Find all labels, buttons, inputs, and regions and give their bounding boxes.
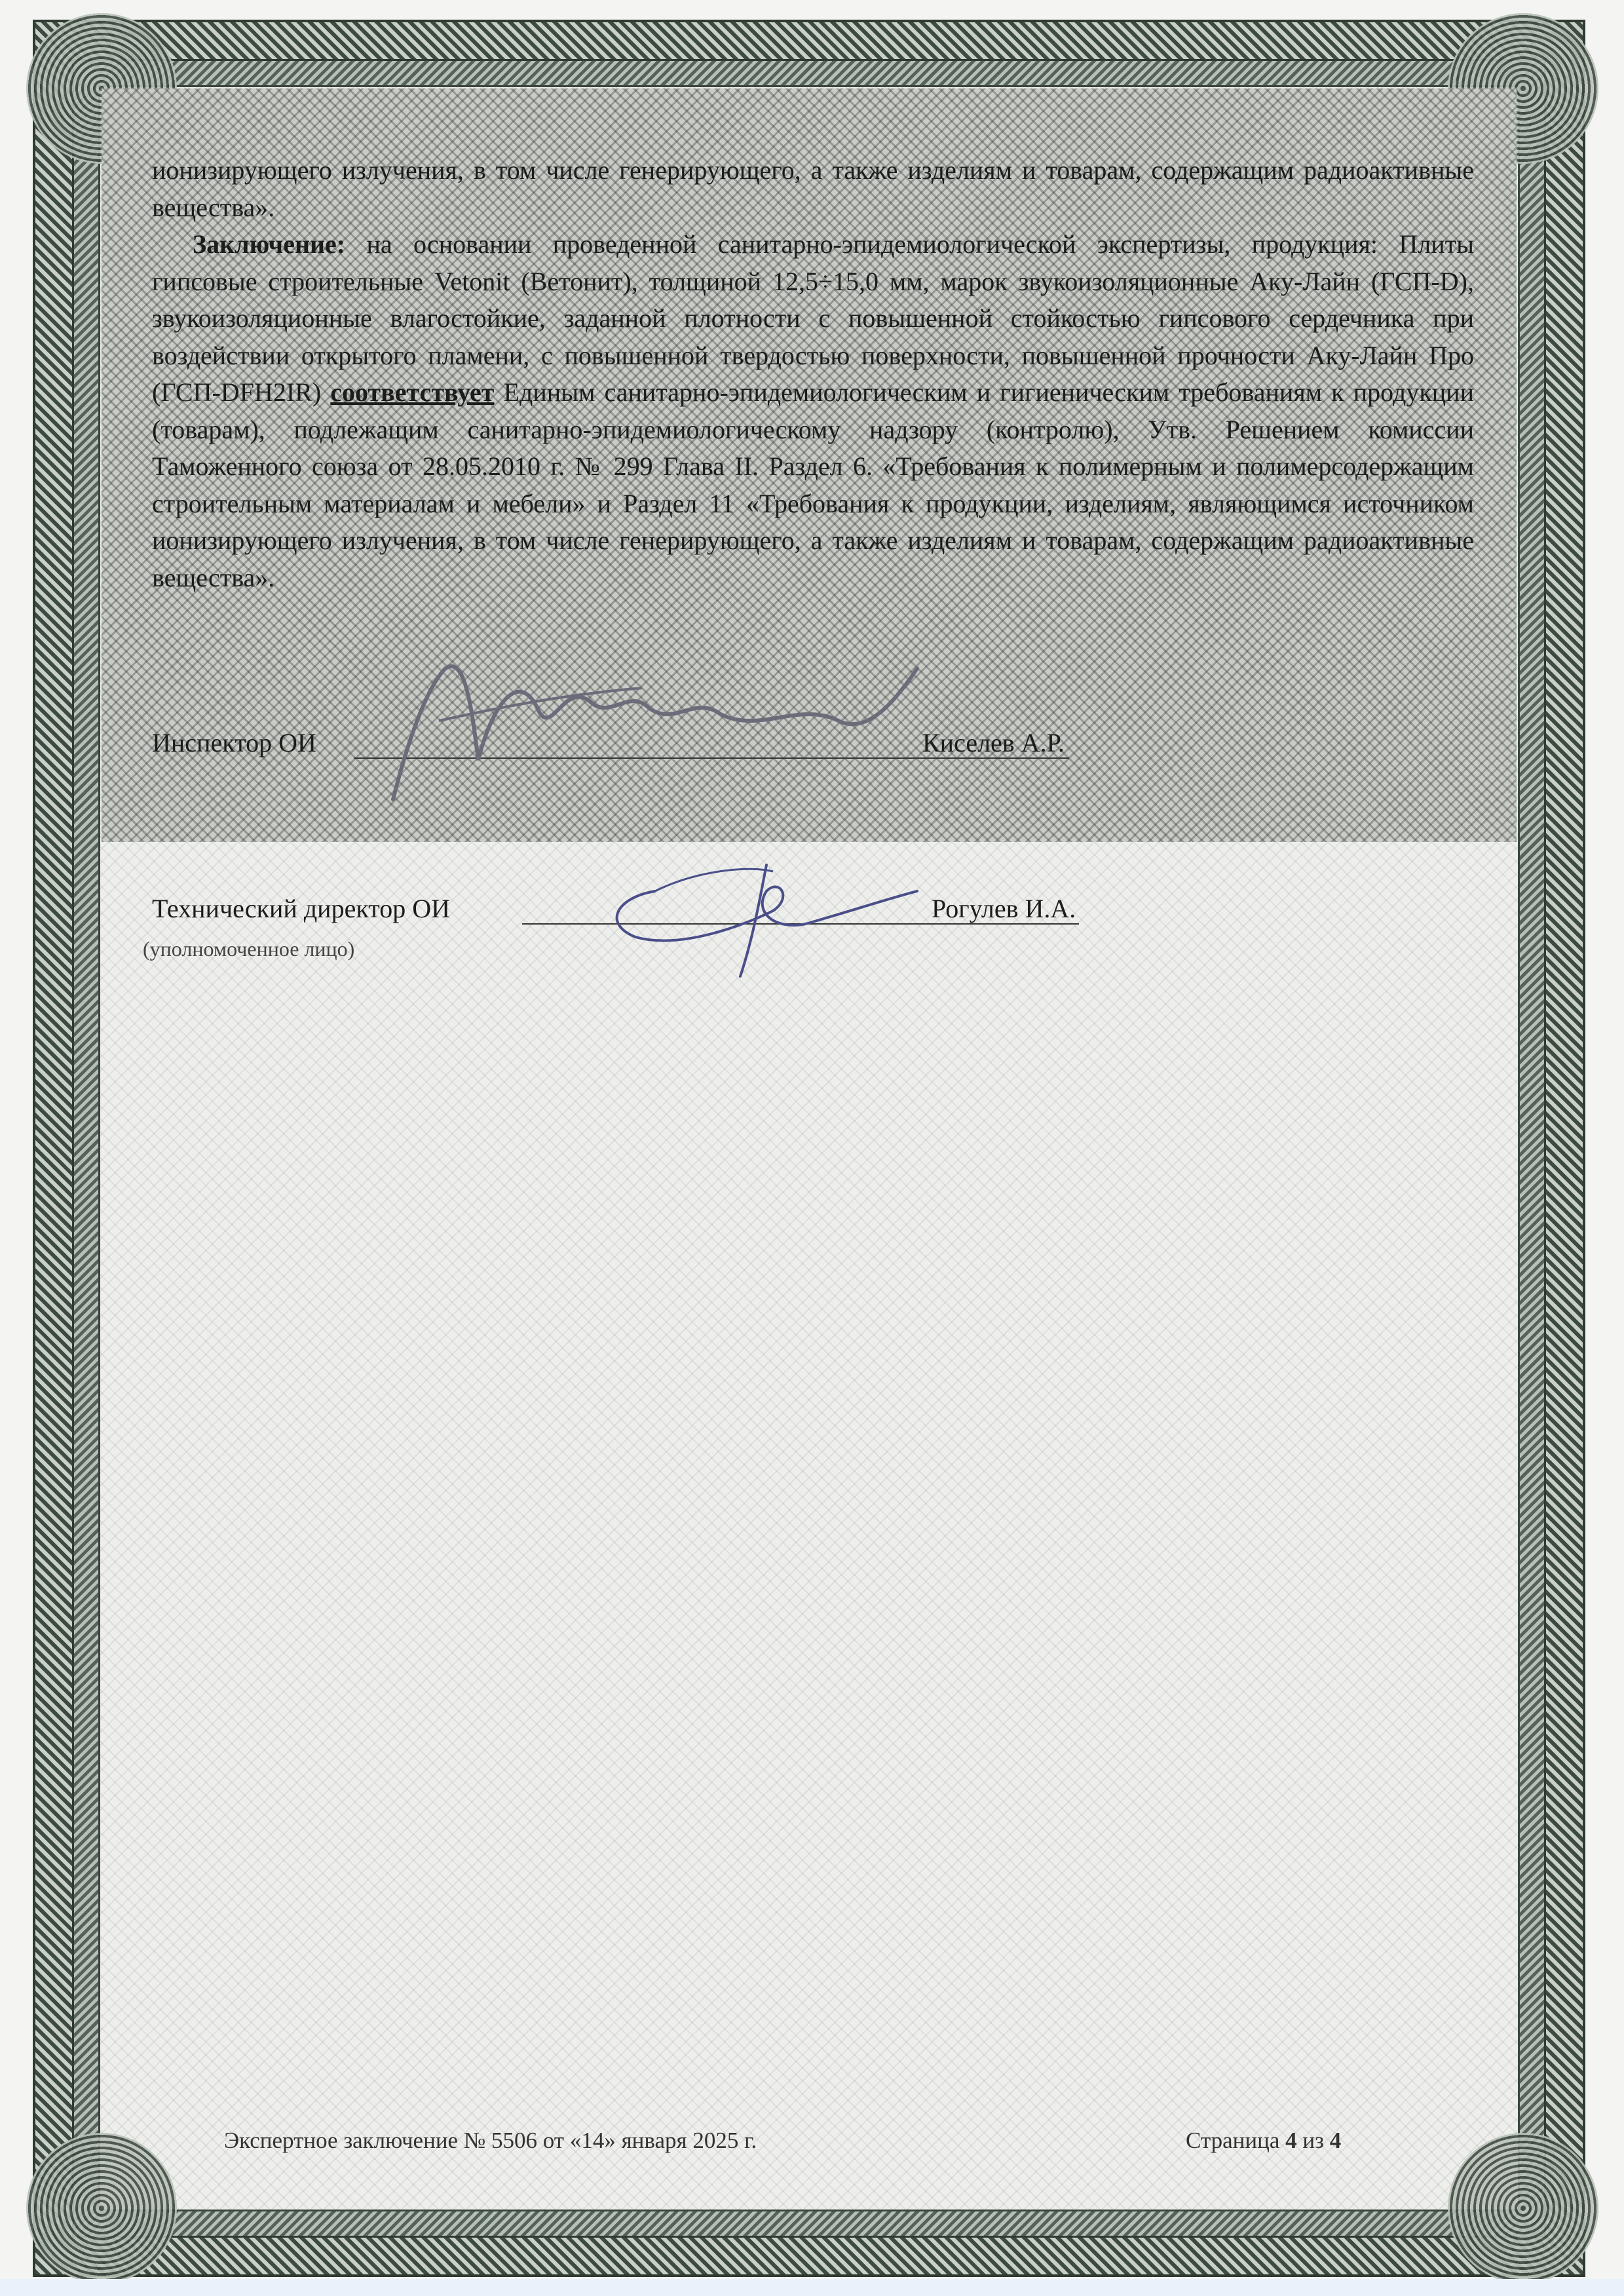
conclusion-text-part2: Единым санитарно-эпидемиологическим и гигиеническим требованиям к продукции (товарам), подлежащим санитарно-эпидемиологическому надзору (контролю), Утв. Решением комиссии Таможенного союза от 28.05.2010 г. № 299 Глава II. Раздел 6. «Требования к полимерным и полимерсодержащим строительным материалам и мебели» и Раздел 11 «Требования к продукции, изделиям, являющимся источником ионизирующего излучения, в том числе генерирующего, а также изделиям и товарам, содержащим радиоактивные вещества». xyxy=(152,377,1474,592)
inspector-signature xyxy=(367,629,956,813)
page-total: 4 xyxy=(1329,2128,1342,2153)
corner-ornament xyxy=(1448,2133,1598,2284)
conclusion-text xyxy=(152,152,1474,596)
footer-page-number xyxy=(1186,2128,1341,2154)
director-signature xyxy=(576,852,943,983)
director-note: (уполномоченное лицо) xyxy=(143,937,355,961)
inspector-name: Киселев А.Р. xyxy=(922,728,1065,757)
conclusion-label: Заключение: xyxy=(193,229,346,259)
paragraph-continuation: ионизирующего излучения, в том числе генерирующего, а также изделиям и товарам, содержащим радиоактивные вещества». xyxy=(152,155,1474,222)
complies-word: соответствует xyxy=(330,377,495,407)
footer-document-reference: Экспертное заключение № 5506 от «14» января 2025 г. xyxy=(224,2128,757,2153)
director-name: Рогулев И.А. xyxy=(932,894,1076,923)
scan-edge xyxy=(0,2279,1624,2296)
page-of: из xyxy=(1296,2128,1330,2153)
corner-ornament xyxy=(26,2133,177,2284)
page-label: Страница xyxy=(1186,2128,1286,2153)
conclusion-text-part1: на основании проведенной санитарно-эпидемиологической экспертизы, продукция: Плиты гипсовые строительные Vetonit (Ветонит), толщиной 12,5÷15,0 мм, марок звукоизоляционные Аку-Лайн (ГСП-D), звукоизоляционные влагостойкие, заданной плотности с повышенной стойкостью гипсового сердечника при воздействии открытого пламени, с повышенной твердостью поверхности, повышенной прочности Аку-Лайн Про (ГСП-DFH2IR) xyxy=(152,229,1474,407)
director-title: Технический директор ОИ xyxy=(152,894,450,923)
page-current: 4 xyxy=(1285,2128,1297,2153)
inspector-title: Инспектор ОИ xyxy=(152,728,316,757)
paragraph-conclusion xyxy=(152,226,1474,596)
